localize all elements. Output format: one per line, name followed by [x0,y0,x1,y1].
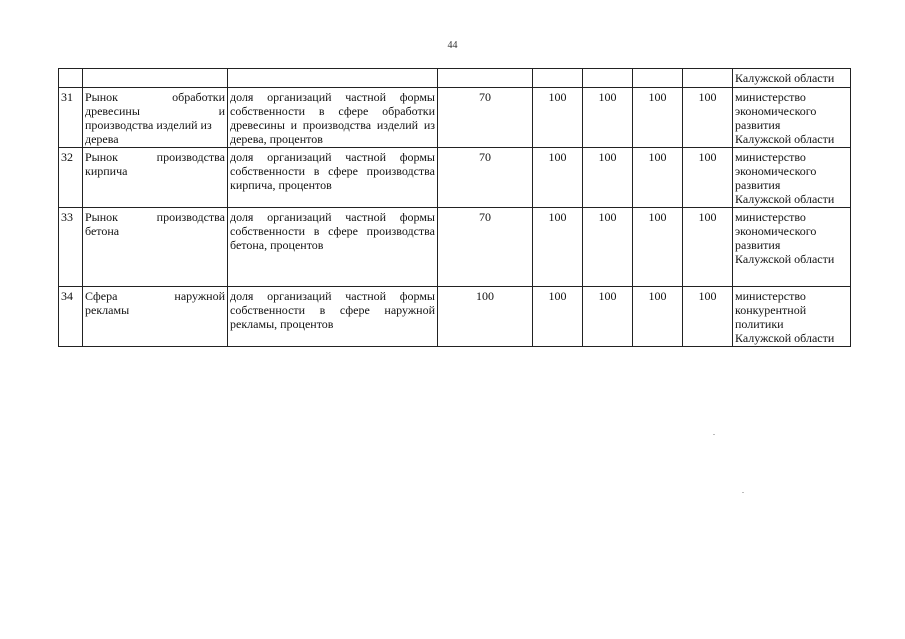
value-cell: 70 [438,88,533,148]
responsible-line: Калужской области [735,331,835,345]
indicator-text: доля организаций частной формы собственности в сфере производства кирпича, процентов [228,148,438,208]
value-cell: 100 [633,88,683,148]
row-number: 32 [59,148,83,208]
value-cell: 70 [438,208,533,287]
table-row [59,287,851,347]
indicator-text: доля организаций частной формы собственности в сфере обработки древесины и производства изделий из дерева, процентов [228,88,438,148]
value-cell: 100 [533,148,583,208]
value-cell: 100 [533,88,583,148]
cell-num [59,69,83,88]
value-cell: 100 [683,148,733,208]
responsible-line: министерство [735,210,806,224]
responsible-line: экономического [735,224,817,238]
market-name-line: Сфера наружной [85,289,225,303]
value-cell: 100 [633,287,683,347]
value-cell: 100 [583,88,633,148]
responsible-line: Калужской области [735,252,835,266]
row-number: 34 [59,287,83,347]
cell-value [683,69,733,88]
cell-indicator [228,69,438,88]
responsible-body [733,88,851,148]
responsible-line: экономического [735,164,817,178]
market-name [83,148,228,208]
table-row [59,88,851,148]
market-name-line: бетона [85,224,120,238]
table-row [59,148,851,208]
row-number: 31 [59,88,83,148]
indicator-text: доля организаций частной формы собственности в сфере производства бетона, процентов [228,208,438,287]
value-cell: 100 [683,208,733,287]
responsible-body [733,208,851,287]
table-continuation-row [59,69,851,88]
cell-value [533,69,583,88]
market-name-line: древесины и [85,104,225,118]
scan-speck [742,492,744,493]
value-cell: 100 [583,148,633,208]
cell-value [583,69,633,88]
market-name-line: кирпича [85,164,128,178]
market-name-line: Рынок производства [85,210,225,224]
responsible-body [733,287,851,347]
market-name-line: Рынок обработки [85,90,225,104]
table-row [59,208,851,287]
page-number: 44 [447,40,458,51]
market-name-line: дерева [85,132,119,146]
responsible-line: развития [735,118,781,132]
responsible-line: министерство [735,90,806,104]
value-cell: 100 [683,88,733,148]
responsible-line: развития [735,238,781,252]
indicator-text: доля организаций частной формы собственности в сфере наружной рекламы, процентов [228,287,438,347]
cell-value [633,69,683,88]
cell-market [83,69,228,88]
responsible-line: Калужской области [735,132,835,146]
scan-speck [713,434,715,435]
value-cell: 100 [438,287,533,347]
value-cell: 100 [633,208,683,287]
value-cell: 100 [583,208,633,287]
market-name-line: производства изделий из [85,118,212,132]
row-number: 33 [59,208,83,287]
responsible-line: Калужской области [735,192,835,206]
market-name [83,88,228,148]
value-cell: 100 [533,287,583,347]
market-name [83,208,228,287]
responsible-line: экономического [735,104,817,118]
cell-value [438,69,533,88]
responsible-line: развития [735,178,781,192]
value-cell: 100 [583,287,633,347]
market-name [83,287,228,347]
responsible-line: политики [735,317,784,331]
cell-responsible: Калужской области [733,69,851,88]
indicators-table [58,68,851,347]
market-name-line: рекламы [85,303,130,317]
value-cell: 100 [633,148,683,208]
value-cell: 100 [533,208,583,287]
value-cell: 100 [683,287,733,347]
responsible-line: министерство [735,150,806,164]
responsible-line: конкурентной [735,303,807,317]
responsible-body [733,148,851,208]
responsible-line: министерство [735,289,806,303]
value-cell: 70 [438,148,533,208]
market-name-line: Рынок производства [85,150,225,164]
